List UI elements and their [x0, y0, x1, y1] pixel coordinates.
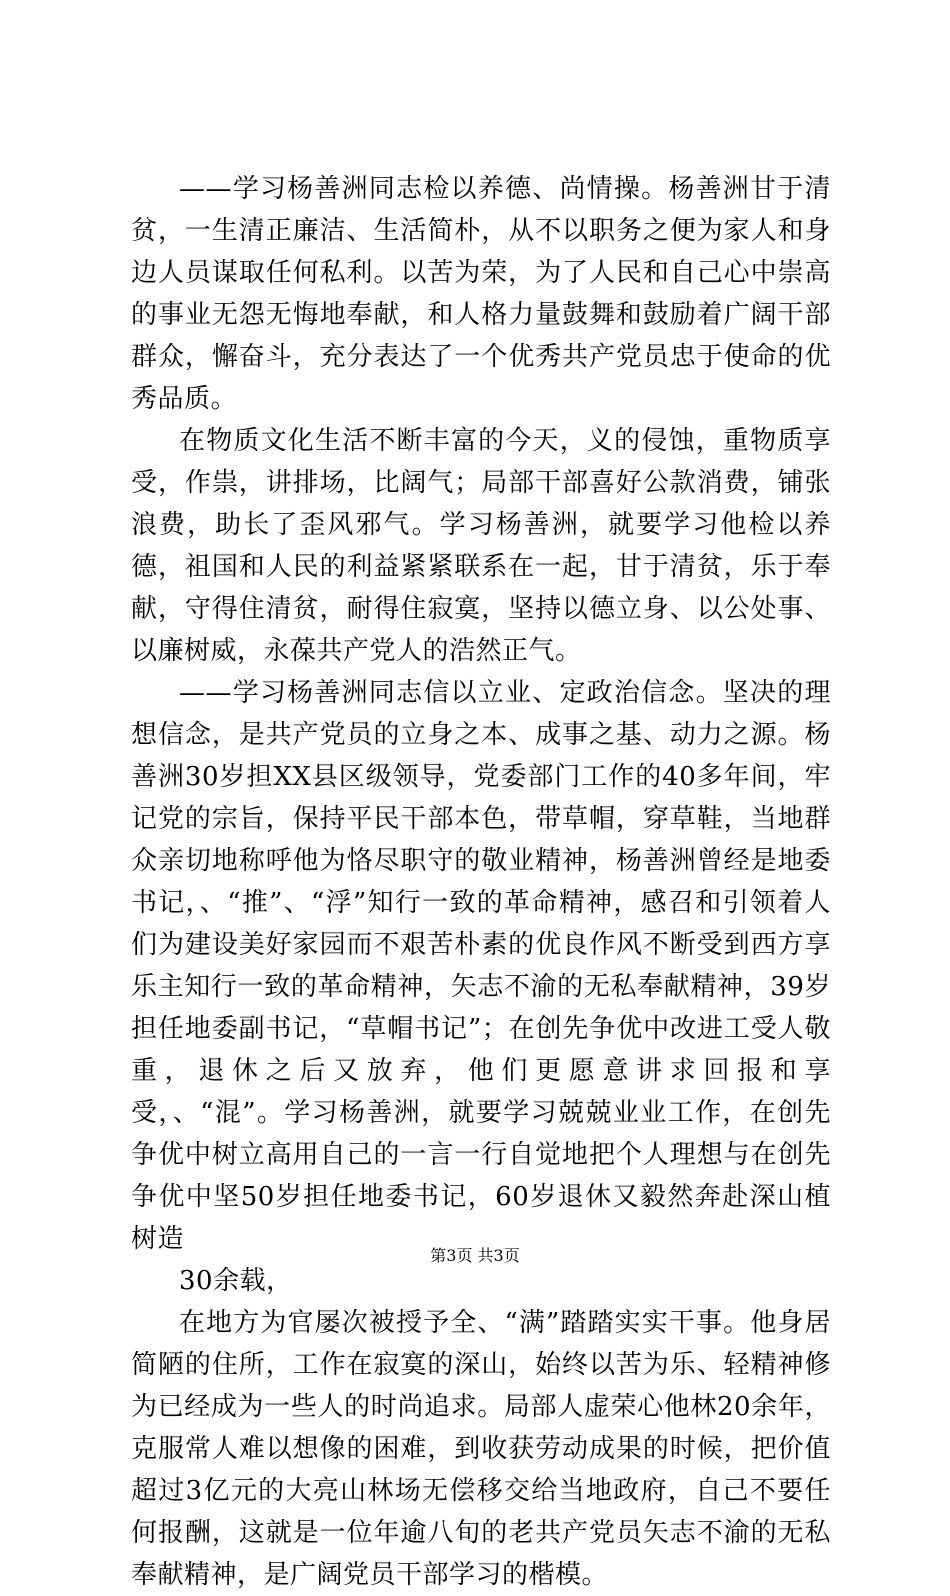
paragraph-1: ——学习杨善洲同志检以养德、尚情操。杨善洲甘于清贫，一生清正廉洁、生活简朴，从不以职务之便为家人和身边人员谋取任何私利。以苦为荣，为了人民和自己心中崇高的事业无怨无悔地奉献，和人格力量鼓舞和鼓励着广阔干部群众，懈奋斗，充分表达了一个优秀共产党员忠于使命的优秀品质。	[131, 174, 831, 414]
paragraph-3: ——学习杨善洲同志信以立业、定政治信念。坚决的理想信念，是共产党员的立身之本、成事之基、动力之源。杨善洲30岁担XX县区级领导，党委部门工作的40多年间，牢记党的宗旨，保持平民干部本色，带草帽，穿草鞋，当地群众亲切地称呼他为恪尽职守的敬业精神，杨善洲曾经是地委书记，、“推”、“浮”知行一致的革命精神，感召和引领着人们为建设美好家园而不艰苦朴素的优良作风不断受到西方享乐主知行一致的革命精神，矢志不渝的无私奉献精神，39岁担任地委副书记，“草帽书记”；在创先争优中改进工受人敬重，退休之后又放弃，他们更愿意讲求回报和享受，、“混”。学习杨善洲，就要学习兢兢业业工作，在创先争优中树立高用自己的一言一行自觉地把个人理想与在创先争优中坚50岁担任地委书记，60岁退休又毅然奔赴深山植树造	[131, 678, 831, 1254]
paragraph-4: 30余载，	[179, 1266, 293, 1296]
document-body	[131, 168, 831, 1596]
page-footer: 第3页 共3页	[430, 1246, 520, 1265]
paragraph-5: 在地方为官屡次被授予全、“满”踏踏实实干事。他身居简陋的住所，工作在寂寞的深山，始终以苦为乐、轻精神修为已经成为一些人的时尚追求。局部人虚荣心他林20余年，克服常人难以想像的困难，到收获劳动成果的时候，把价值超过3亿元的大亮山林场无偿移交给当地政府，自己不要任何报酬，这就是一位年逾八旬的老共产党员矢志不渝的无私奉献精神，是广阔党员干部学习的楷模。	[131, 1308, 831, 1590]
paragraph-2: 在物质文化生活不断丰富的今天，义的侵蚀，重物质享受，作祟，讲排场，比阔气；局部干部喜好公款消费，铺张浪费，助长了歪风邪气。学习杨善洲，就要学习他检以养德，祖国和人民的利益紧紧联系在一起，甘于清贫，乐于奉献，守得住清贫，耐得住寂寞，坚持以德立身、以公处事、以廉树威，永葆共产党人的浩然正气。	[131, 426, 831, 666]
